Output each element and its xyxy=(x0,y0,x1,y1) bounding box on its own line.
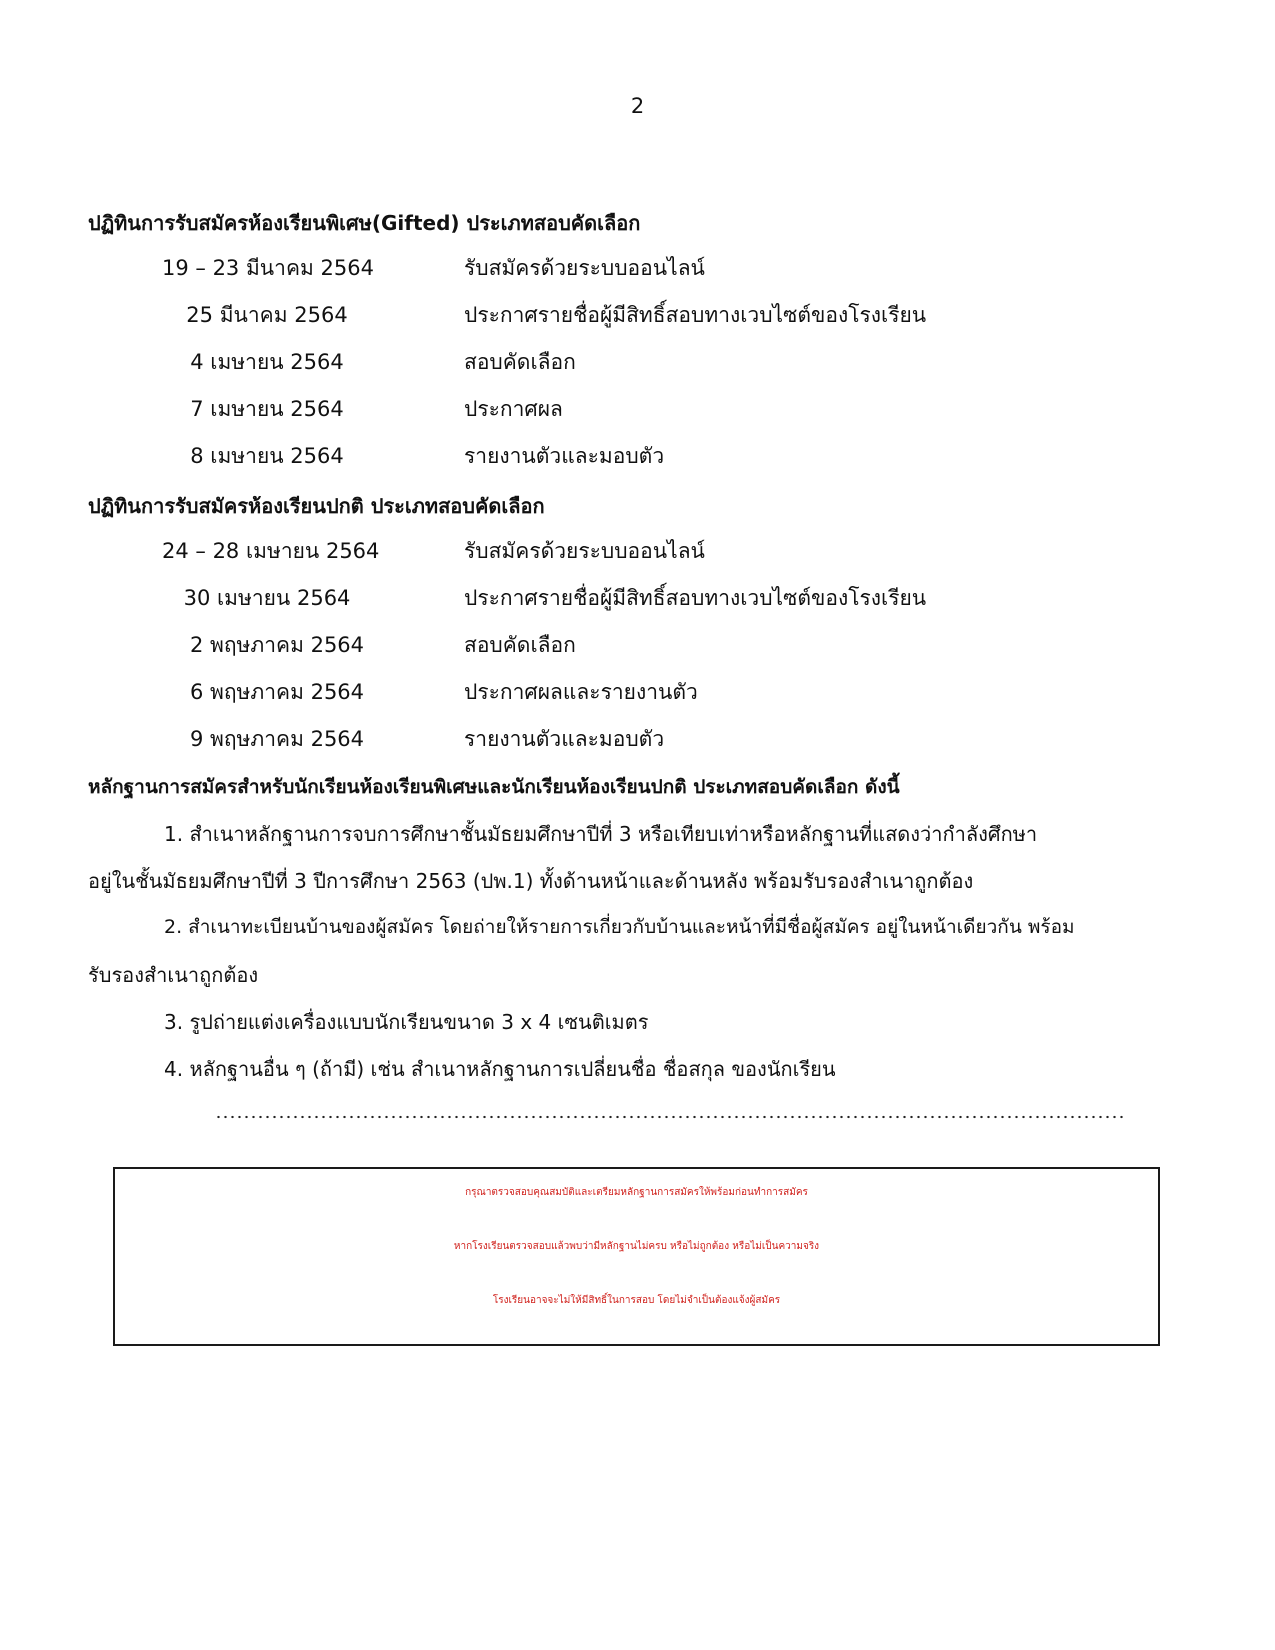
schedule-event: รับสมัครด้วยระบบออนไลน์ xyxy=(464,539,705,563)
schedule-date: 8 เมษายน 2564 xyxy=(190,444,344,468)
schedule-row xyxy=(0,582,1275,616)
gifted-calendar-heading: ปฏิทินการรับสมัครห้องเรียนพิเศษ(Gifted) ประเภทสอบคัดเลือก xyxy=(88,211,641,235)
schedule-event: ประกาศรายชื่อผู้มีสิทธิ์สอบทางเวบไซต์ของโรงเรียน xyxy=(464,303,927,327)
schedule-date: 25 มีนาคม 2564 xyxy=(186,303,348,327)
schedule-date: 9 พฤษภาคม 2564 xyxy=(189,727,365,751)
notice-line: กรุณาตรวจสอบคุณสมบัติและเตรียมหลักฐานการสมัครให้พร้อมก่อนทำการสมัคร xyxy=(465,1187,808,1198)
schedule-event: ประกาศผลและรายงานตัว xyxy=(464,680,698,704)
schedule-date: 2 พฤษภาคม 2564 xyxy=(189,633,365,657)
regular-calendar-heading: ปฏิทินการรับสมัครห้องเรียนปกติ ประเภทสอบคัดเลือก xyxy=(88,494,545,518)
schedule-date: 6 พฤษภาคม 2564 xyxy=(189,680,365,704)
notice-line: โรงเรียนอาจจะไม่ให้มีสิทธิ์ในการสอบ โดยไม่จำเป็นต้องแจ้งผู้สมัคร xyxy=(492,1295,781,1306)
document-item: 3. รูปถ่ายแต่งเครื่องแบบนักเรียนขนาด 3 x 4 เซนติเมตร xyxy=(164,1010,649,1034)
schedule-date: 24 – 28 เมษายน 2564 xyxy=(162,539,380,563)
schedule-row xyxy=(0,676,1275,710)
schedule-event: สอบคัดเลือก xyxy=(464,350,576,374)
schedule-event: รายงานตัวและมอบตัว xyxy=(464,444,665,468)
schedule-row xyxy=(0,393,1275,427)
schedule-row xyxy=(0,299,1275,333)
schedule-row xyxy=(0,629,1275,663)
document-item-continuation: อยู่ในชั้นมัธยมศึกษาปีที่ 3 ปีการศึกษา 2563 (ปพ.1) ทั้งด้านหน้าและด้านหลัง พร้อมรับรองสำเนาถูกต้อง xyxy=(88,869,974,893)
notice-line: หากโรงเรียนตรวจสอบแล้วพบว่ามีหลักฐานไม่ครบ หรือไม่ถูกต้อง หรือไม่เป็นความจริง xyxy=(453,1241,820,1252)
documents-heading: หลักฐานการสมัครสำหรับนักเรียนห้องเรียนพิเศษและนักเรียนห้องเรียนปกติ ประเภทสอบคัดเลือก ดังนี้ xyxy=(88,776,900,798)
schedule-event: สอบคัดเลือก xyxy=(464,633,576,657)
schedule-row xyxy=(0,723,1275,757)
schedule-event: รายงานตัวและมอบตัว xyxy=(464,727,665,751)
dotted-separator xyxy=(215,1114,1125,1120)
schedule-row xyxy=(0,346,1275,380)
document-item-continuation: รับรองสำเนาถูกต้อง xyxy=(88,963,259,987)
schedule-date: 7 เมษายน 2564 xyxy=(190,397,344,421)
schedule-date: 30 เมษายน 2564 xyxy=(183,586,351,610)
schedule-event: รับสมัครด้วยระบบออนไลน์ xyxy=(464,256,705,280)
document-item: 2. สำเนาทะเบียนบ้านของผู้สมัคร โดยถ่ายให้รายการเกี่ยวกับบ้านและหน้าที่มีชื่อผู้สมัคร อยู่ในหน้าเดียวกัน พร้อม xyxy=(164,916,1075,938)
document-item: 1. สำเนาหลักฐานการจบการศึกษาชั้นมัธยมศึกษาปีที่ 3 หรือเทียบเท่าหรือหลักฐานที่แสดงว่ากำลังศึกษา xyxy=(164,822,1038,846)
document-item: 4. หลักฐานอื่น ๆ (ถ้ามี) เช่น สำเนาหลักฐานการเปลี่ยนชื่อ ชื่อสกุล ของนักเรียน xyxy=(164,1057,836,1081)
schedule-event: ประกาศรายชื่อผู้มีสิทธิ์สอบทางเวบไซต์ของโรงเรียน xyxy=(464,586,927,610)
schedule-row xyxy=(0,440,1275,474)
notice-box xyxy=(113,1167,1160,1346)
page-number: 2 xyxy=(630,94,645,118)
schedule-event: ประกาศผล xyxy=(464,397,563,421)
schedule-row xyxy=(0,252,1275,286)
schedule-date: 19 – 23 มีนาคม 2564 xyxy=(162,256,374,280)
schedule-date: 4 เมษายน 2564 xyxy=(190,350,344,374)
schedule-row xyxy=(0,535,1275,569)
